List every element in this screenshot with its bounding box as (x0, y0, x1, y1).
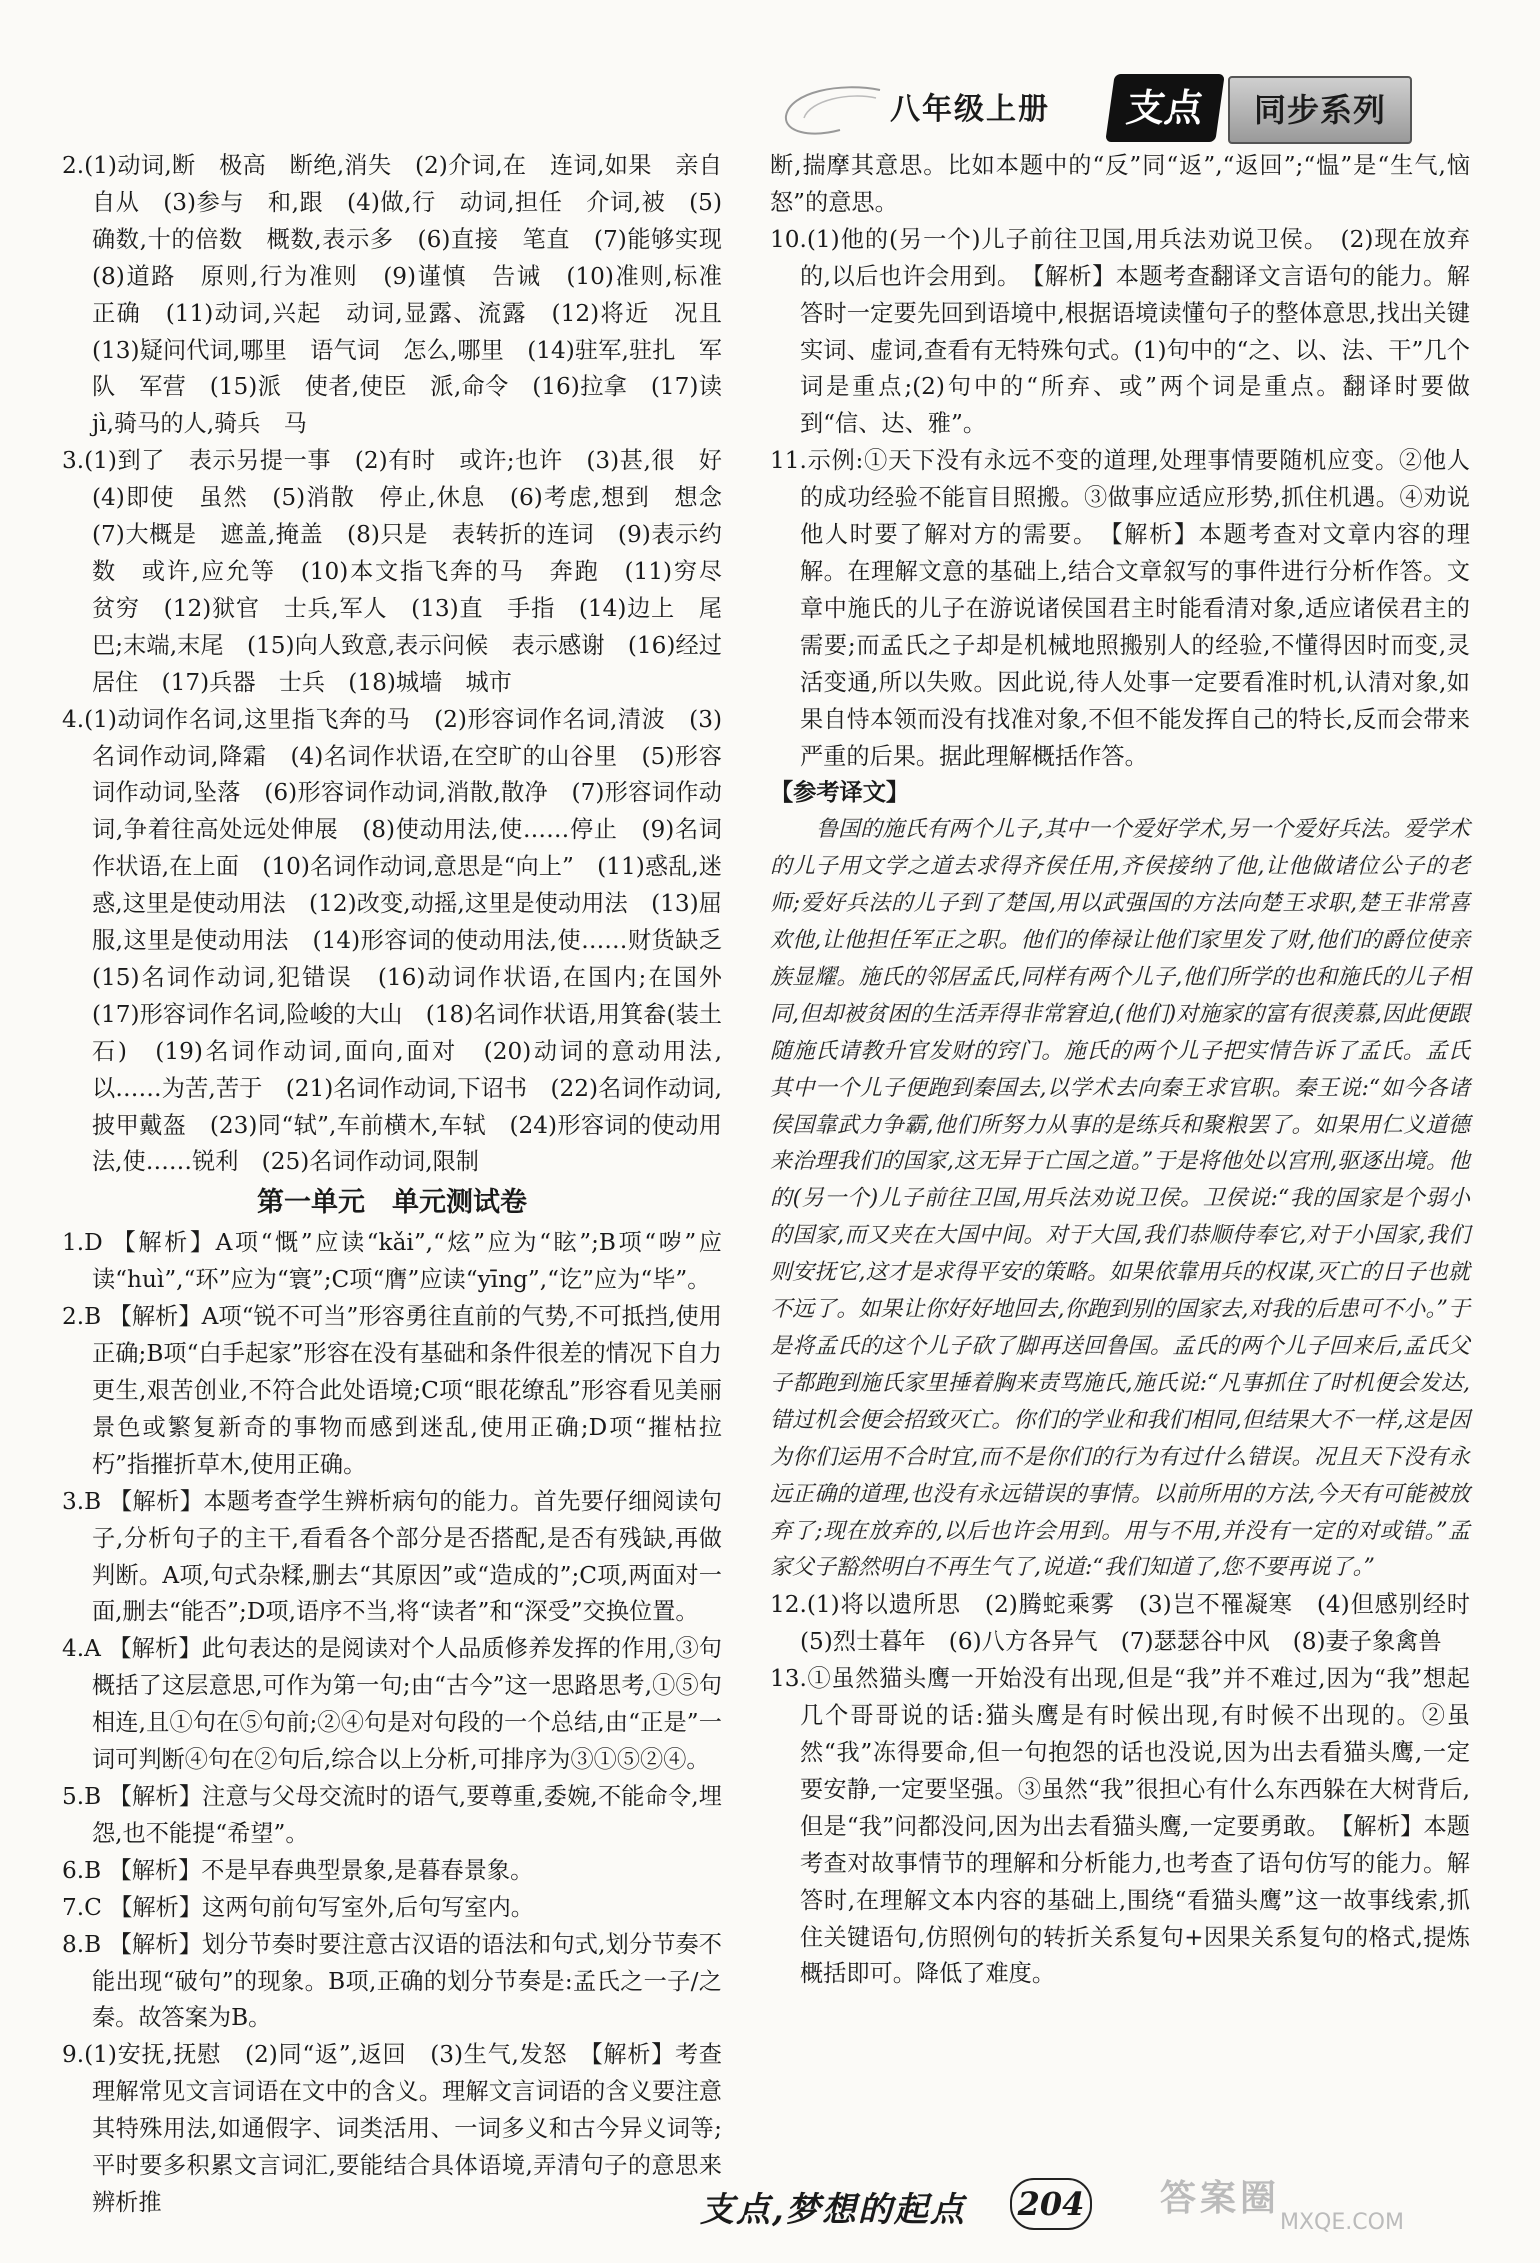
answer-item: 3.B 【解析】本题考查学生辨析病句的能力。首先要仔细阅读句子,分析句子的主干,看看各个部分是否搭配,是否有残缺,再做判断。A项,句式杂糅,删去“其原因”或“造成的”;C项,两面对一面,删去“能否”;D项,语序不当,将“读者”和“深受”交换位置。 (62, 1487, 722, 1626)
answer-item: 1.D 【解析】A项“慨”应读“kǎi”,“炫”应为“眩”;B项“哕”应读“huì”,“环”应为“寰”;C项“膺”应读“yīng”,“讫”应为“毕”。 (62, 1229, 722, 1294)
watermark-url: MXQE.COM (1280, 2210, 1404, 2235)
right-column (770, 148, 1494, 1993)
answer-item: 3.(1)到了 表示另提一事 (2)有时 或许;也许 (3)甚,很 好 (4)即使 虽然 (5)消散 停止,休息 (6)考虑,想到 想念 (7)大概是 遮盖,掩盖 (8)只是 表转折的连词 (9)表示约数 或许,应允等 (10)本文指飞奔的马 奔跑 (11)穷尽 贫穷 (12)狱官 士兵,军人 (13)直 手指 (14)边上 尾巴;末端,末尾 (15)向人致意,表示问候 表示感谢 (16)经过 居住 (17)兵器 士兵 (18)城墙 城市 (62, 447, 746, 696)
answer-item: 4.A 【解析】此句表达的是阅读对个人品质修养发挥的作用,③句概括了这层意思,可作为第一句;由“古今”这一思路思考,①⑤句相连,且①句在⑤句前;②④句是对句段的一个总结,由“正是”一词可判断④句在②句后,综合以上分析,可排序为③①⑤②④。 (62, 1635, 722, 1774)
reference-translation-title: 【参考译文】 (770, 779, 910, 807)
left-column (62, 148, 746, 2222)
page-header (780, 70, 1420, 148)
answer-item: 2.(1)动词,断 极高 断绝,消失 (2)介词,在 连词,如果 亲自 自从 (3)参与 和,跟 (4)做,行 动词,担任 介词,被 (5)确数,十的倍数 概数,表示多 (6)直接 笔直 (7)能够实现 (8)道路 原则,行为准则 (9)谨慎 告诫 (10)准则,标准 正确 (11)动词,兴起 动词,显露、流露 (12)将近 况且 (13)疑问代词,哪里 语气词 怎么,哪里 (14)驻军,驻扎 军队 军营 (15)派 使者,使臣 派,命令 (16)拉拿 (17)读jì,骑马的人,骑兵 马 (62, 152, 746, 438)
page-number: 204 (1010, 2178, 1092, 2230)
reference-translation: 鲁国的施氏有两个儿子,其中一个爱好学术,另一个爱好兵法。爱学术的儿子用文学之道去求得齐侯任用,齐侯接纳了他,让他做诸位公子的老师;爱好兵法的儿子到了楚国,用以武强国的方法向楚王求职,楚王非常喜欢他,让他担任军正之职。他们的俸禄让他们家里发了财,他们的爵位使亲族显耀。施氏的邻居孟氏,同样有两个儿子,他们所学的也和施氏的儿子相同,但却被贫困的生活弄得非常窘迫,(他们)对施家的富有很羡慕,因此便跟随施氏请教升官发财的窍门。施氏的两个儿子把实情告诉了孟氏。孟氏其中一个儿子便跑到秦国去,以学术去向秦王求官职。秦王说:“如今各诸侯国靠武力争霸,他们所努力从事的是练兵和聚粮罢了。如果用仁义道德来治理我们的国家,这无异于亡国之道。”于是将他处以宫刑,驱逐出境。他的(另一个)儿子前往卫国,用兵法劝说卫侯。卫侯说:“我的国家是个弱小的国家,而又夹在大国中间。对于大国,我们恭顺侍奉它,对于小国家,我们则安抚它,这才是求得平安的策略。如果依靠用兵的权谋,灭亡的日子也就不远了。如果让你好好地回去,你跑到别的国家去,对我的后患可不小。”于是将孟氏的这个儿子砍了脚再送回鲁国。孟氏的两个儿子回来后,孟氏父子都跑到施氏家里捶着胸来责骂施氏,施氏说:“凡事抓住了时机便会发达,错过机会便会招致灭亡。你们的学业和我们相同,但结果大不一样,这是因为你们运用不合时宜,而不是你们的行为有过什么错误。况且天下没有永远正确的道理,也没有永远错误的事情。以前所用的方法,今天有可能被放弃了;现在放弃的,以后也许会用到。用与不用,并没有一定的对或错。”孟家父子豁然明白不再生气了,说道:“我们知道了,您不要再说了。” (770, 817, 1470, 1581)
page-footer (700, 2170, 1500, 2240)
answer-item: 2.B 【解析】A项“锐不可当”形容勇往直前的气势,不可抵挡,使用正确;B项“白手起家”形容在没有基础和条件很差的情况下自力更生,艰苦创业,不符合此处语境;C项“眼花缭乱”形容看见美丽景色或繁复新奇的事物而感到迷乱,使用正确;D项“摧枯拉朽”指摧折草木,使用正确。 (62, 1303, 722, 1478)
answer-item: 6.B 【解析】不是早春典型景象,是暮春景象。 (62, 1856, 534, 1884)
answer-item: 9.(1)安抚,抚慰 (2)同“返”,返回 (3)生气,发怒 【解析】考查理解常见文言词语在文中的含义。理解文言词语的含义要注意其特殊用法,如通假字、词类活用、一词多义和古今异义词等;平时要多积累文言词汇,要能结合具体语境,弄清句子的意思来辨析推 (62, 2041, 722, 2216)
answer-item: 4.(1)动词作名词,这里指飞奔的马 (2)形容词作名词,清波 (3)名词作动词,降霜 (4)名词作状语,在空旷的山谷里 (5)形容词作动词,坠落 (6)形容词作动词,消散,散净 (7)形容词作动词,争着往高处远处伸展 (8)使动用法,使……停止 (9)名词作状语,在上面 (10)名词作动词,意思是“向上” (11)惑乱,迷惑,这里是使动用法 (12)改变,动摇,这里是使动用法 (13)屈服,这里是使动用法 (14)形容词的使动用法,使……财货缺乏 (15)名词作动词,犯错误 (16)动词作状语,在国内;在国外 (17)形容词作名词,险峻的大山 (18)名词作状语,用箕畚(装土石) (19)名词作动词,面向,面对 (20)动词的意动用法,以……为苦,苦于 (21)名词作动词,下诏书 (22)名词作动词,披甲戴盔 (23)同“轼”,车前横木,车轼 (24)形容词的使动用法,使……锐利 (25)名词作动词,限制 (62, 705, 746, 1176)
continued-text: 断,揣摩其意思。比如本题中的“反”同“返”,“返回”;“愠”是“生气,恼怒”的意思。 (770, 152, 1470, 216)
answer-item: 12.(1)将以遗所思 (2)腾蛇乘雾 (3)岂不罹凝寒 (4)但感别经时 (5)烈士暮年 (6)八方各异气 (7)瑟瑟谷中风 (8)妻子象禽兽 (770, 1591, 1494, 1656)
watermark-text: 答案圈 (1160, 2178, 1281, 2219)
answer-item: 7.C 【解析】这两句前句写室外,后句写室内。 (62, 1893, 534, 1921)
brand-logo: 支点 (1105, 74, 1225, 142)
answer-item: 10.(1)他的(另一个)儿子前往卫国,用兵法劝说卫侯。 (2)现在放弃的,以后也许会用到。 【解析】本题考查翻译文言语句的能力。解答时一定要先回到语境中,根据语境读懂句子的整体意思,找出关键实词、虚词,查看有无特殊句式。(1)句中的“之、以、法、干”几个词是重点;(2)句中的“所弃、或”两个词是重点。翻译时要做到“信、达、雅”。 (770, 225, 1470, 438)
answer-item: 13.①虽然猫头鹰一开始没有出现,但是“我”并不难过,因为“我”想起几个哥哥说的话:猫头鹰是有时候出现,有时候不出现的。②虽然“我”冻得要命,但一句抱怨的话也没说,因为出去看猫头鹰,一定要安静,一定要坚强。③虽然“我”很担心有什么东西躲在大树背后,但是“我”问都没问,因为出去看猫头鹰,一定要勇敢。 【解析】本题考查对故事情节的理解和分析能力,也考查了语句仿写的能力。解答时,在理解文本内容的基础上,围绕“看猫头鹰”这一故事线索,抓住关键语句,仿照例句的转折关系复句+因果关系复句的格式,提炼概括即可。降低了难度。 (770, 1665, 1470, 1988)
watermark (1160, 2170, 1490, 2236)
decorative-swirl-icon (780, 82, 890, 140)
answer-item: 8.B 【解析】划分节奏时要注意古汉语的语法和句式,划分节奏不能出现“破句”的现象。B项,正确的划分节奏是:孟氏之一子/之秦。故答案为B。 (62, 1930, 722, 2032)
grade-label: 八年级上册 (890, 92, 1050, 127)
answer-item: 5.B 【解析】注意与父母交流时的语气,要尊重,委婉,不能命令,埋怨,也不能提“希望”。 (62, 1782, 722, 1847)
series-label: 同步系列 (1228, 76, 1412, 144)
section-title: 第一单元 单元测试卷 (257, 1187, 527, 1219)
footer-slogan: 支点,梦想的起点 (700, 2190, 966, 2230)
answer-item: 11.示例:①天下没有永远不变的道理,处理事情要随机应变。②他人的成功经验不能盲目照搬。③做事应适应形势,抓住机遇。④劝说他人时要了解对方的需要。 【解析】本题考查对文章内容的理解。在理解文意的基础上,结合文章叙写的事件进行分析作答。文章中施氏的儿子在游说诸侯国君主时能看清对象,适应诸侯君主的需要;而孟氏之子却是机械地照搬别人的经验,不懂得因时而变,灵活变通,所以失败。因此说,待人处事一定要看准时机,认清对象,如果自恃本领而没有找准对象,不但不能发挥自己的特长,反而会带来严重的后果。据此理解概括作答。 (770, 447, 1470, 770)
